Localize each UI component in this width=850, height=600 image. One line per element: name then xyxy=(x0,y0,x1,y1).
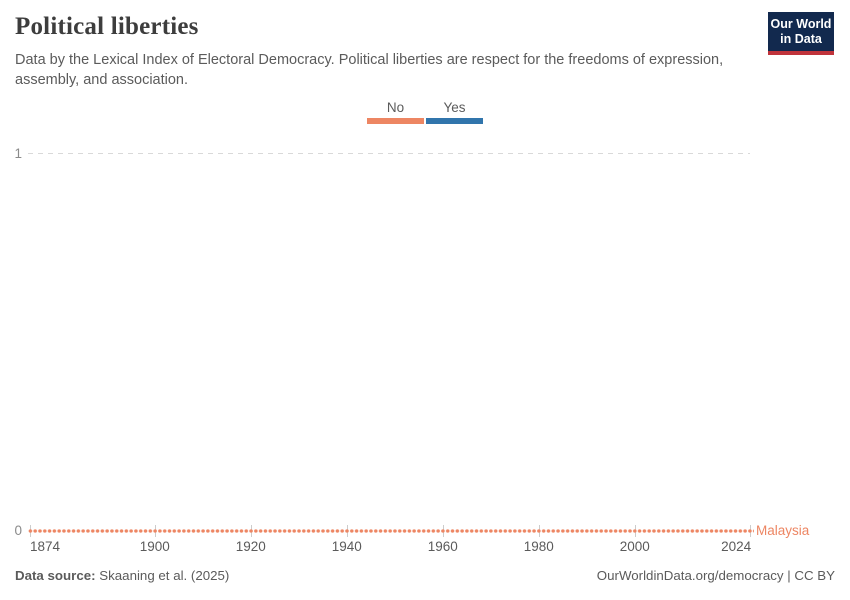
data-source-note xyxy=(15,568,229,583)
x-tick-label: 1874 xyxy=(30,539,61,554)
footer-link[interactable]: OurWorldinData.org/democracy | CC BY xyxy=(596,568,835,583)
malaysia-series-line[interactable] xyxy=(28,528,754,534)
owid-logo-line2: in Data xyxy=(780,32,822,46)
y-axis-tick-1: 1 xyxy=(14,146,22,161)
owid-logo-line1: Our World xyxy=(770,17,832,31)
data-source-value: Skaaning et al. (2025) xyxy=(99,568,230,583)
x-tick-label: 1900 xyxy=(139,539,170,554)
legend-label-yes: Yes xyxy=(443,100,466,115)
page-title: Political liberties xyxy=(15,13,199,40)
gridline-value-1 xyxy=(28,153,750,154)
series-label-malaysia[interactable]: Malaysia xyxy=(756,523,810,538)
chart-subtitle: Data by the Lexical Index of Electoral Democracy. Political liberties are respect for the freedoms of expression, assembly, and association. xyxy=(15,52,724,88)
x-tick-label: 1920 xyxy=(235,539,266,554)
x-tick-label: 1980 xyxy=(523,539,554,554)
data-source-label: Data source: xyxy=(15,568,96,583)
legend-label-no: No xyxy=(386,100,405,115)
x-tick-label: 2000 xyxy=(619,539,650,554)
x-tick-label: 2024 xyxy=(721,539,752,554)
x-tick-label: 1960 xyxy=(427,539,458,554)
x-tick-label: 1940 xyxy=(331,539,362,554)
y-axis-tick-0: 0 xyxy=(14,523,22,538)
